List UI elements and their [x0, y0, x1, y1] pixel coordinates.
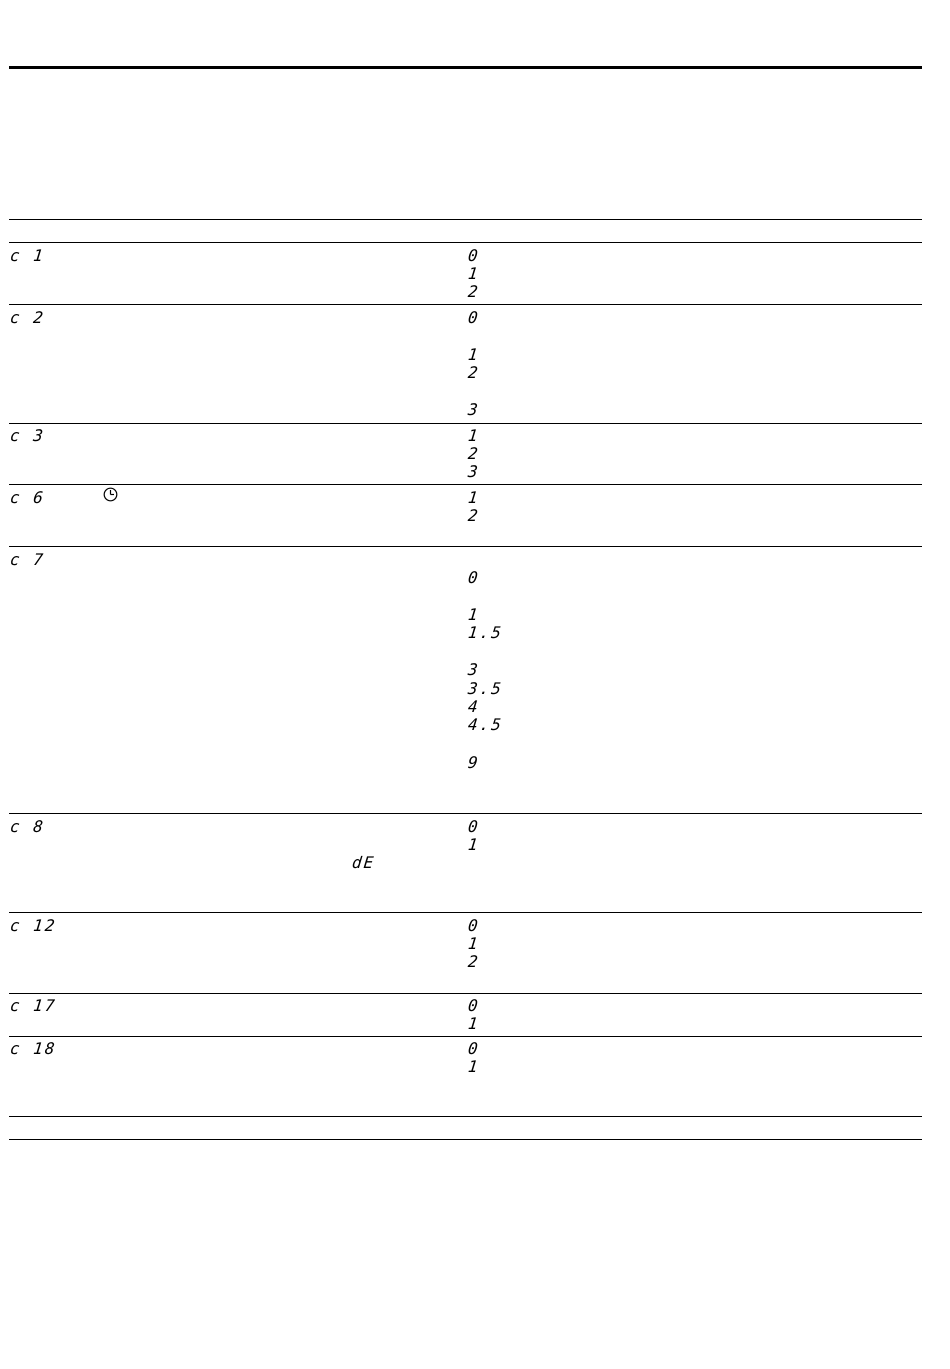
- value-c2-1: 1: [467, 345, 481, 364]
- value-c2-2: 2: [467, 363, 481, 382]
- row-divider: [9, 1036, 922, 1037]
- value-c8-1: 1: [467, 835, 481, 854]
- setting-code-c7: c 7: [9, 550, 46, 569]
- value-c3-2: 3: [467, 462, 481, 481]
- value-c7-2: 1.5: [467, 623, 504, 642]
- setting-code-c2: c 2: [9, 308, 46, 327]
- value-c17-0: 0: [467, 996, 481, 1015]
- row-divider: [9, 912, 922, 913]
- value-c17-1: 1: [467, 1014, 481, 1033]
- value-c7-4: 3.5: [467, 679, 504, 698]
- value-c3-0: 1: [467, 426, 481, 445]
- value-c7-6: 4.5: [467, 715, 504, 734]
- value-c2-3: 3: [467, 400, 481, 419]
- value-c1-0: 0: [467, 246, 481, 265]
- setting-code-c12: c 12: [9, 916, 58, 935]
- footer-rule: [9, 1139, 922, 1140]
- row-divider: [9, 813, 922, 814]
- value-c7-1: 1: [467, 605, 481, 624]
- setting-code-c3: c 3: [9, 426, 46, 445]
- value-c12-2: 2: [467, 952, 481, 971]
- row-divider: [9, 484, 922, 485]
- table-header-rule: [9, 242, 922, 243]
- value-c3-1: 2: [467, 444, 481, 463]
- value-c18-1: 1: [467, 1057, 481, 1076]
- row-divider: [9, 993, 922, 994]
- value-c6-0: 1: [467, 488, 481, 507]
- row-divider: [9, 546, 922, 547]
- setting-code-c1: c 1: [9, 246, 46, 265]
- setting-code-c18: c 18: [9, 1039, 58, 1058]
- value-c1-2: 2: [467, 282, 481, 301]
- value-c12-0: 0: [467, 916, 481, 935]
- header-rule: [9, 66, 922, 69]
- value-c8-0: 0: [467, 817, 481, 836]
- value-c2-0: 0: [467, 308, 481, 327]
- setting-code-c17: c 17: [9, 996, 58, 1015]
- clock-icon: [103, 487, 118, 502]
- value-c7-7: 9: [467, 753, 481, 772]
- value-c18-0: 0: [467, 1039, 481, 1058]
- table-bottom-rule: [9, 1116, 922, 1117]
- table-top-rule: [9, 219, 922, 220]
- row-divider: [9, 423, 922, 424]
- value-c12-1: 1: [467, 934, 481, 953]
- value-c6-1: 2: [467, 506, 481, 525]
- row-divider: [9, 304, 922, 305]
- value-c1-1: 1: [467, 264, 481, 283]
- inline-label-de: dE: [351, 853, 377, 872]
- value-c7-3: 3: [467, 660, 481, 679]
- setting-code-c6: c 6: [9, 488, 46, 507]
- setting-code-c8: c 8: [9, 817, 46, 836]
- value-c7-5: 4: [467, 697, 481, 716]
- value-c7-0: 0: [467, 568, 481, 587]
